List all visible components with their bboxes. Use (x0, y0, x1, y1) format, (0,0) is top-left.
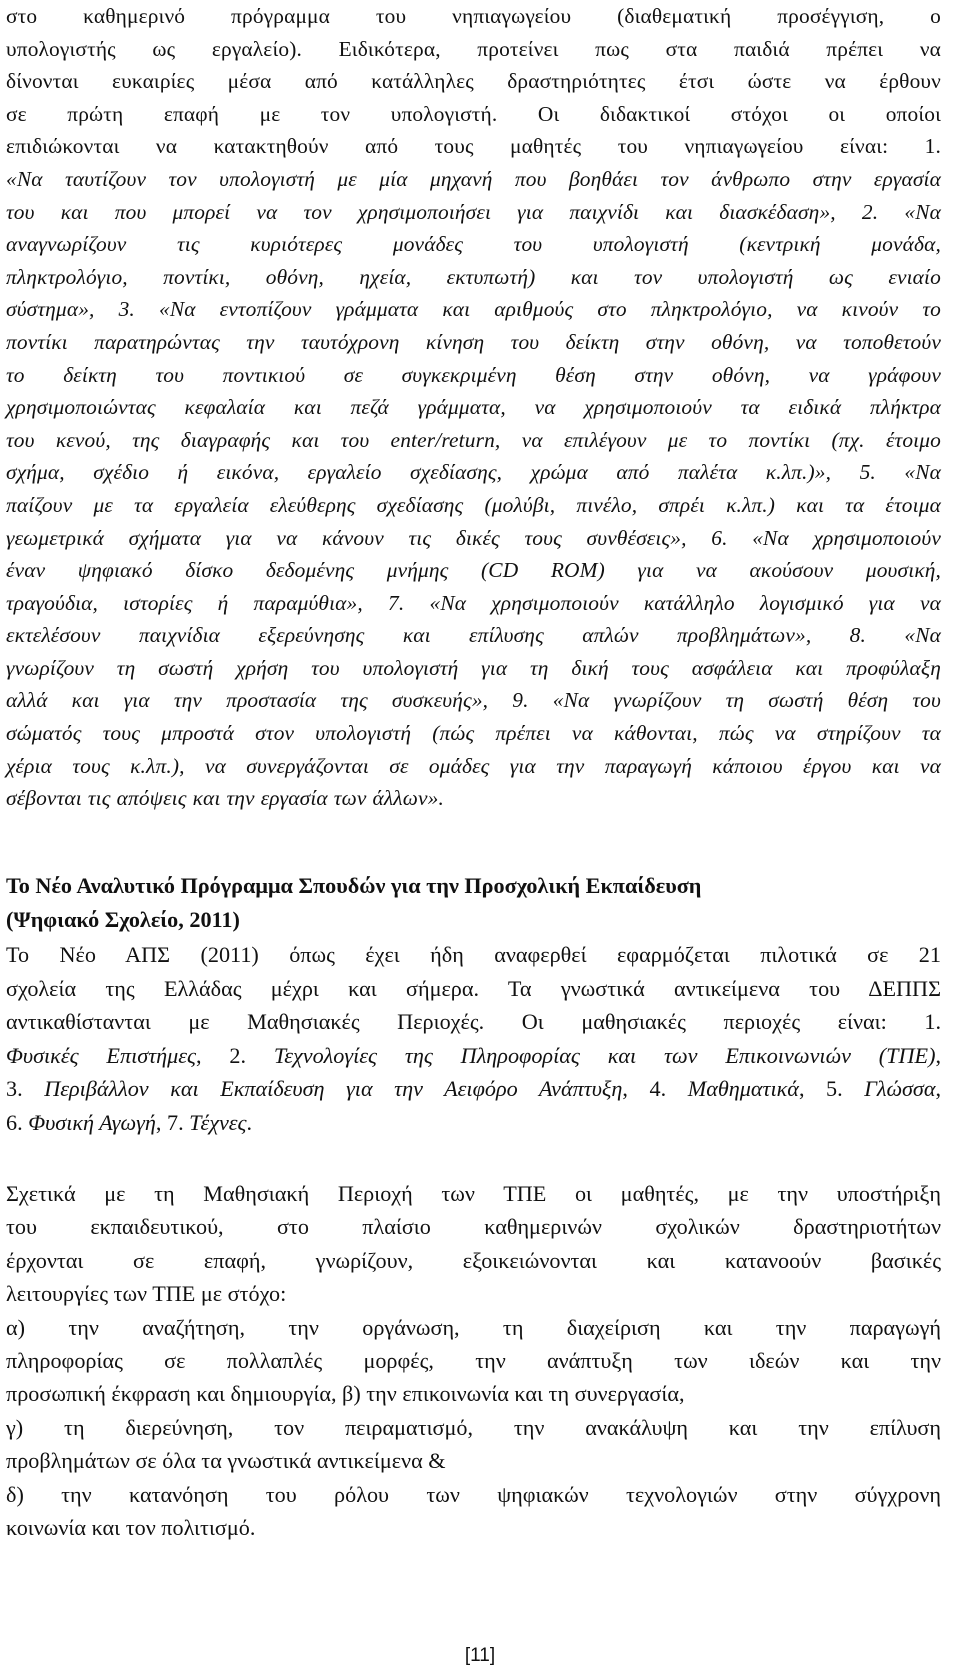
text-line: ποντίκι παρατηρώντας την ταυτόχρονη κίνηση του δείκτη στην οθόνη, να τοποθετούν (6, 329, 941, 354)
section-heading (6, 869, 941, 936)
text-line: υπολογιστής ως εργαλείο). Ειδικότερα, προτείνει πως στα παιδιά πρέπει να (6, 36, 941, 61)
text-line: προβλημάτων σε όλα τα γνωστικά αντικείμενα & (6, 1448, 446, 1474)
text-line: Το Νέο ΑΠΣ (2011) όπως έχει ήδη αναφερθεί εφαρμόζεται πιλοτικά σε 21 (6, 942, 941, 967)
text-line: αναγνωρίζουν τις κυριότερες μονάδες του υπολογιστή (κεντρική μονάδα, (6, 232, 941, 257)
text-line: χέρια τους κ.λπ.), να συνεργάζονται σε ομάδες για την παραγωγή κάποιου έργου και να (6, 753, 941, 778)
text-line: «Να ταυτίζουν τον υπολογιστή με μία μηχανή που βοηθάει τον άνθρωπο στην εργασία (6, 166, 941, 191)
paragraph-new-curriculum (6, 938, 941, 1140)
text-line: σχήμα, σχέδιο ή εικόνα, εργαλείο σχεδίασης, χρώμα από παλέτα κ.λπ.)», 5. «Να (6, 460, 941, 485)
text-line: επιδιώκονται να κατακτηθούν από τους μαθητές του νηπιαγωγείου είναι: 1. (6, 134, 941, 159)
text-line: παίζουν με τα εργαλεία ελεύθερης σχεδίασης (μολύβι, πινέλο, σπρέι κ.λπ.) και τα έτοιμα (6, 492, 941, 517)
text-line: Σχετικά με τη Μαθησιακή Περιοχή των ΤΠΕ οι μαθητές, με την υποστήριξη (6, 1181, 941, 1206)
text-line: α) την αναζήτηση, την οργάνωση, τη διαχείριση και την παραγωγή (6, 1314, 941, 1340)
page-number: [11] (464, 1645, 496, 1666)
text-line (6, 1106, 941, 1140)
text-line: του και που μπορεί να τον χρησιμοποιήσει για παιχνίδι και διασκέδαση», 2. «Να (6, 199, 941, 224)
text-line: σώματός τους μπροστά στον υπολογιστή (πώς πρέπει να κάθονται, πώς να στηρίζουν τα (6, 721, 941, 746)
text-fragment: , (935, 1042, 941, 1068)
text-fragment: , 7. (155, 1109, 190, 1135)
text-fragment: , 2. (196, 1042, 274, 1068)
text-line: λειτουργίες των ΤΠΕ με στόχο: (6, 1281, 287, 1307)
learning-area-name: Γλώσσα (864, 1076, 936, 1102)
paragraph-ict-learning-area (6, 1177, 941, 1544)
text-line: πληκτρολόγιο, ποντίκι, οθόνη, ηχεία, εκτυπωτή) και τον υπολογιστή ως ενιαίο (6, 264, 941, 289)
text-fragment: 6. (6, 1109, 29, 1135)
text-line: δίνονται ευκαιρίες μέσα από κατάλληλες δραστηριότητες έτσι ώστε να έρθουν (6, 69, 941, 94)
text-line (6, 1039, 941, 1073)
text-line: του κενού, της διαγραφής και του enter/return, να επιλέγουν με το ποντίκι (πχ. έτοιμο (6, 427, 941, 452)
text-line: γεωμετρικά σχήματα για να κάνουν τις δικές τους συνθέσεις», 6. «Να χρησιμοποιούν (6, 525, 941, 550)
text-line: πληροφορίας σε πολλαπλές μορφές, την ανάπτυξη των ιδεών και την (6, 1348, 941, 1374)
text-line: δ) την κατανόηση του ρόλου των ψηφιακών τεχνολογιών στην σύγχρονη (6, 1481, 941, 1507)
text-line: στο καθημερινό πρόγραμμα του νηπιαγωγείου (διαθεματική προσέγγιση, ο (6, 4, 941, 28)
learning-area-name: Φυσική Αγωγή (28, 1109, 156, 1135)
learning-area-name: Περιβάλλον και Εκπαίδευση για την Αειφόρο Ανάπτυξη (44, 1076, 623, 1102)
text-line: σέβονται τις απόψεις και την εργασία των άλλων». (6, 786, 444, 811)
text-line: εκτελέσουν παιχνίδια εξερεύνησης και επίλυσης απλών προβλημάτων», 8. «Να (6, 623, 941, 648)
text-line: γ) τη διερεύνηση, τον πειραματισμό, την ανακάλυψη και την επίλυση (6, 1414, 941, 1440)
text-fragment: . (246, 1109, 253, 1135)
text-line: του εκπαιδευτικού, στο πλαίσιο καθημερινών σχολικών δραστηριοτήτων (6, 1214, 941, 1240)
text-line: τραγούδια, ιστορίες ή παραμύθια», 7. «Να χρησιμοποιούν κατάλληλο λογισμικό για να (6, 590, 941, 615)
text-line: αντικαθίστανται με Μαθησιακές Περιοχές. Οι μαθησιακές περιοχές είναι: 1. (6, 1009, 941, 1035)
text-fragment: , 4. (622, 1076, 688, 1102)
text-fragment: 3. (6, 1076, 45, 1102)
text-line: κοινωνία και τον πολιτισμό. (6, 1515, 256, 1541)
text-line: αλλά και για την προστασία της συσκευής», 9. «Να γνωρίζουν τη σωστή θέση του (6, 688, 941, 713)
learning-area-name: Τεχνολογίες της Πληροφορίας και των Επικοινωνιών (ΤΠΕ) (273, 1042, 936, 1068)
text-line: σχολεία της Ελλάδας μέχρι και σήμερα. Τα γνωστικά αντικείμενα του ΔΕΠΠΣ (6, 975, 941, 1001)
learning-area-name: Τέχνες (189, 1109, 247, 1135)
text-line: χρησιμοποιώντας κεφαλαία και πεζά γράμματα, να χρησιμοποιούν τα ειδικά πλήκτρα (6, 395, 941, 420)
text-fragment: , 5. (798, 1076, 865, 1102)
learning-area-name: Φυσικές Επιστήμες (6, 1042, 197, 1068)
heading-line-2: (Ψηφιακό Σχολείο, 2011) (6, 906, 240, 932)
heading-line-1: Το Νέο Αναλυτικό Πρόγραμμα Σπουδών για την Προσχολική Εκπαίδευση (6, 873, 702, 898)
text-line: σε πρώτη επαφή με τον υπολογιστή. Οι διδακτικοί στόχοι οι οποίοι (6, 101, 941, 126)
text-line: έρχονται σε επαφή, γνωρίζουν, εξοικειώνονται και κατανοούν βασικές (6, 1247, 941, 1273)
text-line: σύστημα», 3. «Να εντοπίζουν γράμματα και αριθμούς στο πληκτρολόγιο, να κινούν το (6, 297, 941, 322)
text-line (6, 1072, 941, 1106)
paragraph-kindergarten-objectives (6, 0, 941, 815)
text-line: το δείκτη του ποντικιού σε συγκεκριμένη θέση στην οθόνη, να γράφουν (6, 362, 941, 387)
learning-area-name: Μαθηματικά (687, 1076, 799, 1102)
text-fragment: , (935, 1076, 942, 1102)
text-line: προσωπική έκφραση και δημιουργία, β) την επικοινωνία και τη συνεργασία, (6, 1381, 685, 1407)
text-line: γνωρίζουν τη σωστή χρήση του υπολογιστή για τη δική τους ασφάλεια και προφύλαξη (6, 655, 941, 680)
text-line: έναν ψηφιακό δίσκο δεδομένης μνήμης (CD ROM) για να ακούσουν μουσική, (6, 558, 941, 583)
